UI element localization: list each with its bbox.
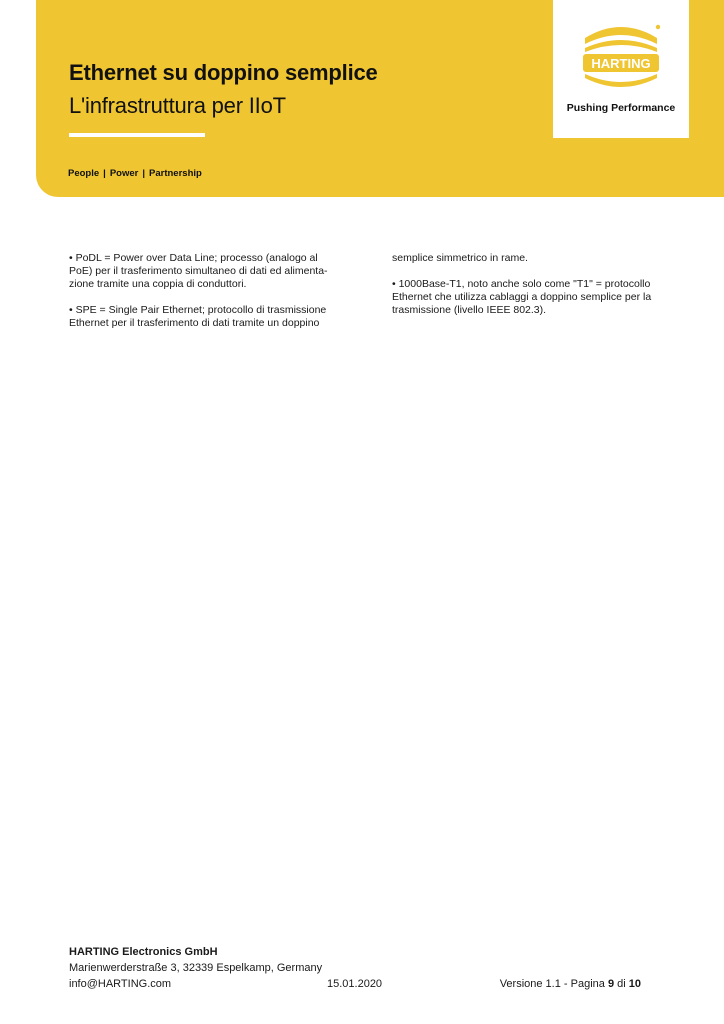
footer-company: HARTING Electronics GmbH [69,946,218,958]
tagline [68,168,202,179]
tagline-separator: | [103,168,106,179]
harting-logo [553,0,689,138]
footer-info-row [69,976,645,992]
tagline-separator: | [142,168,146,179]
document-subtitle: L'infrastruttura per IIoT [69,93,286,118]
tagline-power: Power [109,168,139,179]
footer-version: Versione 1.1 - Pagina [499,978,605,990]
tagline-partnership: Partnership [149,168,202,179]
harting-logo-icon [581,20,661,90]
logo-tagline: Pushing Performance [566,102,676,114]
footer-page-of: di [617,978,626,990]
footer-date: 15.01.2020 [327,978,383,990]
title-underline [69,133,205,137]
footer-page-total: 10 [628,978,641,990]
document-title: Ethernet su doppino semplice [69,60,378,85]
body-column-left [69,252,341,343]
paragraph-spe: • SPE = Single Pair Ethernet; protocollo di trasmissione Ethernet per il trasferimento di dati tramite un doppino [69,304,327,329]
footer-email-link[interactable]: info@HARTING.com [69,978,172,990]
tagline-people: People [68,168,100,179]
paragraph-spe-continued: semplice simmetrico in rame. [392,252,528,264]
paragraph-1000base-t1: • 1000Base-T1, noto anche solo come "T1" = protocollo Ethernet che utilizza cablaggi a doppino semplice per la trasmissione (livello IEEE 802.3). [392,278,652,316]
footer-page-current: 9 [607,978,615,990]
footer-page-info [500,976,641,992]
footer [69,944,645,992]
logo-wordmark: HARTING [591,56,651,71]
paragraph-podl: • PoDL = Power over Data Line; processo (analogo al PoE) per il trasferimento simultaneo di dati ed alimenta- zione tramite una coppia di conduttori. [69,252,328,290]
body-column-right [392,252,692,330]
footer-address: Marienwerderstraße 3, 32339 Espelkamp, Germany [69,962,323,974]
